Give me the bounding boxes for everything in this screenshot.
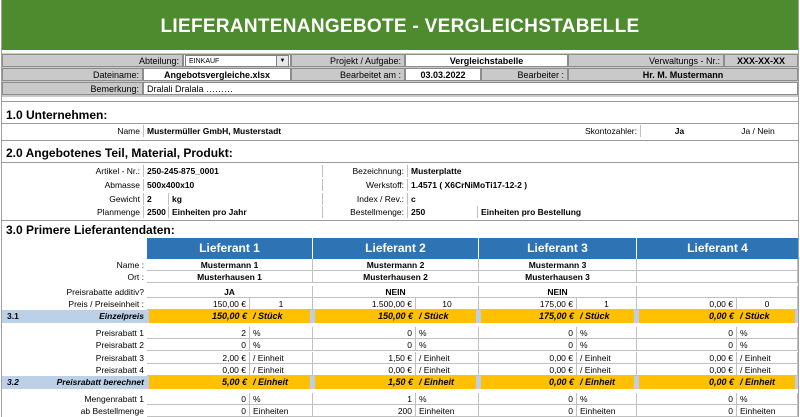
bemerkung-label: Bemerkung: [2,82,143,95]
supplier-prb: 0,00 € [481,376,577,389]
abteilung-label: Abteilung: [2,54,183,67]
bearbeiter-label: Bearbeiter : [481,68,568,81]
supplier-pr2-unit: % [250,339,313,351]
supplier-prb-unit: / Einheit [577,376,634,389]
gewicht-unit: kg [168,193,323,205]
planmenge-label: Planmenge [96,207,140,217]
supplier-mengenrabatt[interactable]: 1 [313,393,416,405]
supplier-ort[interactable] [637,271,798,283]
index-label: Index / Rev.: [322,193,407,205]
supplier-prb-unit: / Einheit [250,376,310,389]
supplier-pr3-unit: / Einheit [737,352,798,364]
einzelpreis-number: 3.1 [7,311,19,321]
supplier-pr2[interactable]: 0 [479,339,577,351]
bemerkung-value[interactable]: Dralali Dralala ……… [143,82,798,95]
supplier-preiseinheit[interactable]: 1 [250,298,313,310]
name-label: Name [117,126,140,136]
supplier-prb-unit: / Einheit [737,376,795,389]
supplier-1-header: Lieferant 1 [147,238,313,259]
bestellmenge-unit: Einheiten pro Bestellung [477,206,798,218]
supplier-name[interactable]: Mustermann 1 [147,259,313,271]
supplier-additiv[interactable]: NEIN [479,286,637,298]
supplier-pr4-unit: / Einheit [250,364,313,376]
projekt-label: Projekt / Aufgabe: [291,54,405,67]
supplier-pr2-unit: % [416,339,479,351]
supplier-einzelpreis-unit: / Stück [577,310,634,323]
skonto-label: Skontozahler: [585,126,637,136]
verwaltung-label: Verwaltungs - Nr.: [568,54,724,67]
bearbeitet-value[interactable]: 03.03.2022 [405,68,481,81]
abteilung-dropdown[interactable] [185,55,289,67]
artikel-value[interactable]: 250-245-875_0001 [143,165,323,177]
supplier-pr3[interactable]: 2,00 € [147,352,250,364]
supplier-pr1-unit: % [577,327,637,339]
supplier-2-header: Lieferant 2 [313,238,479,259]
planmenge-value[interactable]: 2500 [143,206,168,218]
supplier-einzelpreis: 175,00 € [481,310,577,323]
row-label-name: Name : [116,260,144,270]
supplier-pr4-unit: / Einheit [416,364,479,376]
supplier-ab-bestellmenge[interactable]: 0 [147,405,250,417]
row-label-ort: Ort : [127,272,144,282]
supplier-prb-unit: / Einheit [416,376,476,389]
supplier-ab-bestellmenge[interactable]: 200 [313,405,416,417]
supplier-mengenrabatt-unit: % [737,393,798,405]
dateiname-label: Dateiname: [2,68,143,81]
supplier-4-header: Lieferant 4 [637,238,798,259]
bearbeiter-value[interactable]: Hr. M. Mustermann [568,68,798,81]
supplier-prb: 1,50 € [315,376,416,389]
supplier-pr4-unit: / Einheit [737,364,798,376]
supplier-ab-unit: Einheiten [577,405,637,417]
supplier-mengenrabatt-unit: % [416,393,479,405]
supplier-einzelpreis-unit: / Stück [416,310,476,323]
chevron-down-icon[interactable]: ▼ [276,56,288,66]
supplier-pr4[interactable]: 0,00 € [479,364,577,376]
supplier-pr2-unit: % [577,339,637,351]
divider [2,123,798,124]
supplier-ab-unit: Einheiten [250,405,313,417]
supplier-einzelpreis: 0,00 € [639,310,737,323]
gewicht-value[interactable]: 2 [143,193,168,205]
supplier-additiv[interactable]: JA [147,286,313,298]
supplier-preis[interactable]: 1.500,00 € [313,298,416,310]
supplier-3-header: Lieferant 3 [479,238,637,259]
bearbeitet-label: Bearbeitet am : [291,68,405,81]
section-title-unternehmen: 1.0 Unternehmen: [6,108,108,122]
supplier-einzelpreis: 150,00 € [315,310,416,323]
supplier-pr3[interactable]: 1,50 € [313,352,416,364]
row-label-preis: Preis / Preiseinheit : [68,299,144,309]
abmasse-value[interactable]: 500x400x10 [143,179,323,191]
supplier-einzelpreis-unit: / Stück [250,310,310,323]
supplier-preiseinheit[interactable]: 1 [577,298,637,310]
index-value[interactable]: c [407,193,798,205]
werkstoff-value[interactable]: 1.4571 ( X6CrNiMoTi17-12-2 ) [407,179,798,191]
supplier-ab-unit: Einheiten [737,405,798,417]
supplier-mengenrabatt[interactable]: 0 [147,393,250,405]
supplier-name[interactable]: Mustermann 3 [479,259,637,271]
supplier-name[interactable]: Mustermann 2 [313,259,479,271]
row-label-ab: ab Bestellmenge [80,406,144,416]
supplier-preiseinheit[interactable]: 10 [416,298,479,310]
supplier-pr1-unit: % [737,327,798,339]
supplier-ab-bestellmenge[interactable]: 0 [479,405,577,417]
divider [2,162,798,163]
row-label-pr2: Preisrabatt 2 [95,340,144,350]
divider [2,101,798,102]
row-label-additiv: Preisrabatte additiv? [66,287,144,297]
supplier-additiv[interactable] [637,286,798,298]
skonto-value[interactable]: Ja [640,125,718,137]
supplier-mengenrabatt-unit: % [577,393,637,405]
name-value[interactable]: Mustermüller GmbH, Musterstadt [143,125,573,137]
supplier-pr3-unit: / Einheit [250,352,313,364]
supplier-pr1[interactable]: 0 [313,327,416,339]
row-label-pr3: Preisrabatt 3 [95,353,144,363]
supplier-pr2[interactable]: 0 [637,339,737,351]
supplier-pr3[interactable]: 0,00 € [479,352,577,364]
projekt-value[interactable]: Vergleichstabelle [405,54,568,67]
abteilung-value: EINKAUF [189,58,220,65]
verwaltung-value[interactable]: XXX-XX-XX [724,54,798,67]
bestellmenge-label: Bestellmenge: [322,206,407,218]
section-title-lieferanten: 3.0 Primere Lieferantendaten: [6,223,175,237]
supplier-ort[interactable]: Musterhausen 2 [313,271,479,283]
planmenge-unit: Einheiten pro Jahr [168,206,323,218]
divider [2,220,798,221]
supplier-name[interactable] [637,259,798,271]
supplier-pr2-unit: % [737,339,798,351]
supplier-pr4[interactable]: 0,00 € [313,364,416,376]
supplier-ab-unit: Einheiten [416,405,479,417]
section-title-teil: 2.0 Angebotenes Teil, Material, Produkt: [6,146,233,160]
supplier-preiseinheit[interactable]: 0 [737,298,798,310]
dateiname-value[interactable]: Angebotsvergleiche.xlsx [143,68,291,81]
bestellmenge-value[interactable]: 250 [407,206,477,218]
supplier-pr4[interactable]: 0,00 € [637,364,737,376]
supplier-einzelpreis: 150,00 € [149,310,250,323]
spreadsheet [1,0,799,417]
row-label-prb: Preisrabatt berechnet [56,377,144,387]
supplier-preis[interactable]: 175,00 € [479,298,577,310]
row-label-pr1: Preisrabatt 1 [95,328,144,338]
abmasse-label: Abmasse [104,180,140,190]
supplier-pr4[interactable]: 0,00 € [147,364,250,376]
supplier-pr4-unit: / Einheit [577,364,637,376]
row-label-mengenrabatt: Mengenrabatt 1 [84,394,144,404]
supplier-pr3[interactable]: 0,00 € [637,352,737,364]
skonto-options: Ja / Nein [741,126,775,136]
supplier-ab-bestellmenge[interactable]: 0 [637,405,737,417]
werkstoff-label: Werkstoff: [322,179,407,191]
supplier-pr2[interactable]: 0 [313,339,416,351]
row-label-pr4: Preisrabatt 4 [95,365,144,375]
supplier-mengenrabatt-unit: % [250,393,313,405]
supplier-pr1[interactable]: 0 [637,327,737,339]
supplier-additiv[interactable]: NEIN [313,286,479,298]
supplier-mengenrabatt[interactable]: 0 [479,393,577,405]
prb-number: 3.2 [7,377,19,387]
supplier-pr3-unit: / Einheit [577,352,637,364]
supplier-ort[interactable]: Musterhausen 1 [147,271,313,283]
supplier-pr1-unit: % [416,327,479,339]
supplier-prb: 0,00 € [639,376,737,389]
gewicht-label: Gewicht [109,194,140,204]
divider [2,140,798,141]
artikel-label: Artikel - Nr.: [95,166,140,176]
supplier-pr1[interactable]: 0 [479,327,577,339]
supplier-prb: 5,00 € [149,376,250,389]
supplier-ort[interactable]: Musterhausen 3 [479,271,637,283]
supplier-preis[interactable]: 150,00 € [147,298,250,310]
row-label-einzelpreis: Einzelpreis [99,311,144,321]
supplier-pr1[interactable]: 2 [147,327,250,339]
supplier-preis[interactable]: 0,00 € [637,298,737,310]
bezeichnung-value[interactable]: Musterplatte [407,165,798,177]
supplier-pr3-unit: / Einheit [416,352,479,364]
supplier-einzelpreis-unit: / Stück [737,310,795,323]
page-title: LIEFERANTENANGEBOTE - VERGLEICHSTABELLE [2,0,798,50]
supplier-pr2[interactable]: 0 [147,339,250,351]
supplier-pr1-unit: % [250,327,313,339]
bezeichnung-label: Bezeichnung: [322,165,407,177]
supplier-mengenrabatt[interactable]: 0 [637,393,737,405]
